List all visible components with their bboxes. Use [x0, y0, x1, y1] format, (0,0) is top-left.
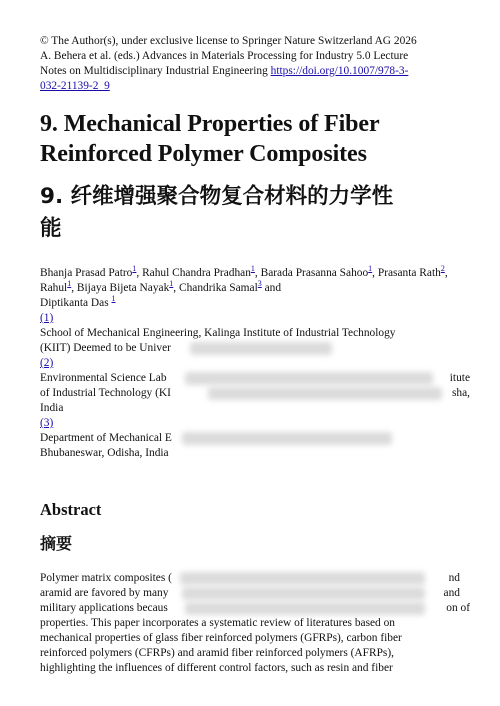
chapter-title-zh-line1: 9. 纤维增强聚合物复合材料的力学性: [40, 184, 394, 209]
affiliation-line: Department of Mechanical E: [40, 432, 172, 444]
doi-link[interactable]: https://doi.org/10.1007/978-3-: [270, 65, 409, 77]
chapter-title-line2: Reinforced Polymer Composites: [40, 141, 367, 167]
author-affil-link[interactable]: 1: [132, 264, 137, 273]
author-conjunction: and: [261, 282, 282, 294]
affiliation-1: [40, 311, 470, 356]
abstract-fragment: military applications becaus: [40, 602, 168, 614]
author: Barada Prasanna Sahoo: [260, 267, 369, 279]
affiliation-line: Bhubaneswar, Odisha, India: [40, 447, 169, 459]
redaction-blur: [182, 587, 425, 600]
doi-link-tail[interactable]: 032-21139-2_9: [40, 80, 110, 92]
abstract-line: properties. This paper incorporates a systematic review of literatures based on: [40, 617, 395, 629]
abstract-fragment: aramid are favored by many: [40, 587, 169, 599]
abstract-fragment: and: [443, 587, 460, 599]
abstract-body: [40, 571, 470, 676]
chapter-title-zh: [40, 181, 470, 245]
chapter-title-zh-line2: 能: [40, 216, 62, 241]
affiliation-text: [40, 431, 470, 461]
author: Rahul: [40, 282, 68, 294]
author: Bhanja Prasad Patro: [40, 267, 133, 279]
affiliation-fragment: itute: [449, 372, 470, 384]
author-affil-link[interactable]: 2: [440, 264, 445, 273]
redaction-blur: [190, 342, 332, 355]
author-affil-link[interactable]: 1: [368, 264, 373, 273]
author-affil-link[interactable]: 1: [169, 279, 174, 288]
citation-line-doi: [40, 64, 470, 79]
affiliation-line: (KIIT) Deemed to be Univer: [40, 342, 171, 354]
redaction-blur: [185, 372, 433, 385]
affiliation-fragment: Environmental Science Lab: [40, 372, 167, 384]
affiliation-line: School of Mechanical Engineering, Kalinga Institute of Industrial Technology: [40, 327, 396, 339]
author-affil-link[interactable]: 1: [67, 279, 72, 288]
author: Rahul Chandra Pradhan: [142, 267, 251, 279]
redaction-blur: [182, 432, 392, 445]
abstract-fragment: nd: [448, 572, 460, 584]
redaction-blur: [185, 602, 425, 615]
abstract-heading: Abstract: [40, 500, 102, 519]
author-affil-link[interactable]: 1: [250, 264, 255, 273]
chapter-title-line1: 9. Mechanical Properties of Fiber: [40, 111, 380, 137]
affiliation-2: [40, 356, 470, 416]
affiliation-fragment: of Industrial Technology (KI: [40, 387, 171, 399]
copyright-block: [40, 34, 470, 94]
abstract-heading-zh: 摘要: [40, 534, 73, 553]
affiliation-text: [40, 326, 470, 356]
abstract-line: mechanical properties of glass fiber reinforced polymers (GFRPs), carbon fiber: [40, 632, 402, 644]
paper-page: [40, 34, 470, 676]
author-list: Bhanja Prasad Patro$^1$, Rahul Chandra Pradhan$^1$, Barada Prasanna Sahoo$^1$, Prasanta Rath$^2$, Rahul$^1$, Bijaya Bijeta Nayak$^1$, Chandrika Samal$^3$ and Diptikanta Das $^1$: [40, 264, 448, 309]
affiliation-3: [40, 416, 470, 461]
abstract-line: highlighting the influences of different control factors, such as resin and fiber: [40, 662, 393, 674]
author-affil-link[interactable]: 3: [257, 279, 262, 288]
citation-line: A. Behera et al. (eds.) Advances in Materials Processing for Industry 5.0 Lecture: [40, 50, 409, 62]
copyright-line: © The Author(s), under exclusive license to Springer Nature Switzerland AG 2026: [40, 35, 417, 47]
doi-link-continued[interactable]: [40, 79, 470, 94]
author-affil-link[interactable]: 1: [111, 294, 116, 303]
chapter-title: [40, 109, 470, 169]
affiliation-text: [40, 371, 470, 416]
abstract-line: reinforced polymers (CFRPs) and aramid fiber reinforced polymers (AFRPs),: [40, 647, 394, 659]
abstract-fragment: Polymer matrix composites (: [40, 572, 172, 584]
citation-series: Notes on Multidisciplinary Industrial Engineering: [40, 65, 271, 77]
author: Chandrika Samal: [179, 282, 258, 294]
author: Prasanta Rath: [377, 267, 441, 279]
affiliation-fragment: sha,: [451, 387, 470, 399]
affiliation-ref-link[interactable]: (1): [40, 312, 54, 324]
abstract-fragment: on of: [446, 602, 470, 614]
affiliation-ref-link[interactable]: (2): [40, 357, 54, 369]
author: Bijaya Bijeta Nayak: [76, 282, 170, 294]
redaction-blur: [180, 572, 425, 585]
affiliation-ref-link[interactable]: (3): [40, 417, 54, 429]
author: Diptikanta Das: [40, 297, 109, 309]
redaction-blur: [208, 387, 442, 400]
affiliation-line: India: [40, 402, 64, 414]
